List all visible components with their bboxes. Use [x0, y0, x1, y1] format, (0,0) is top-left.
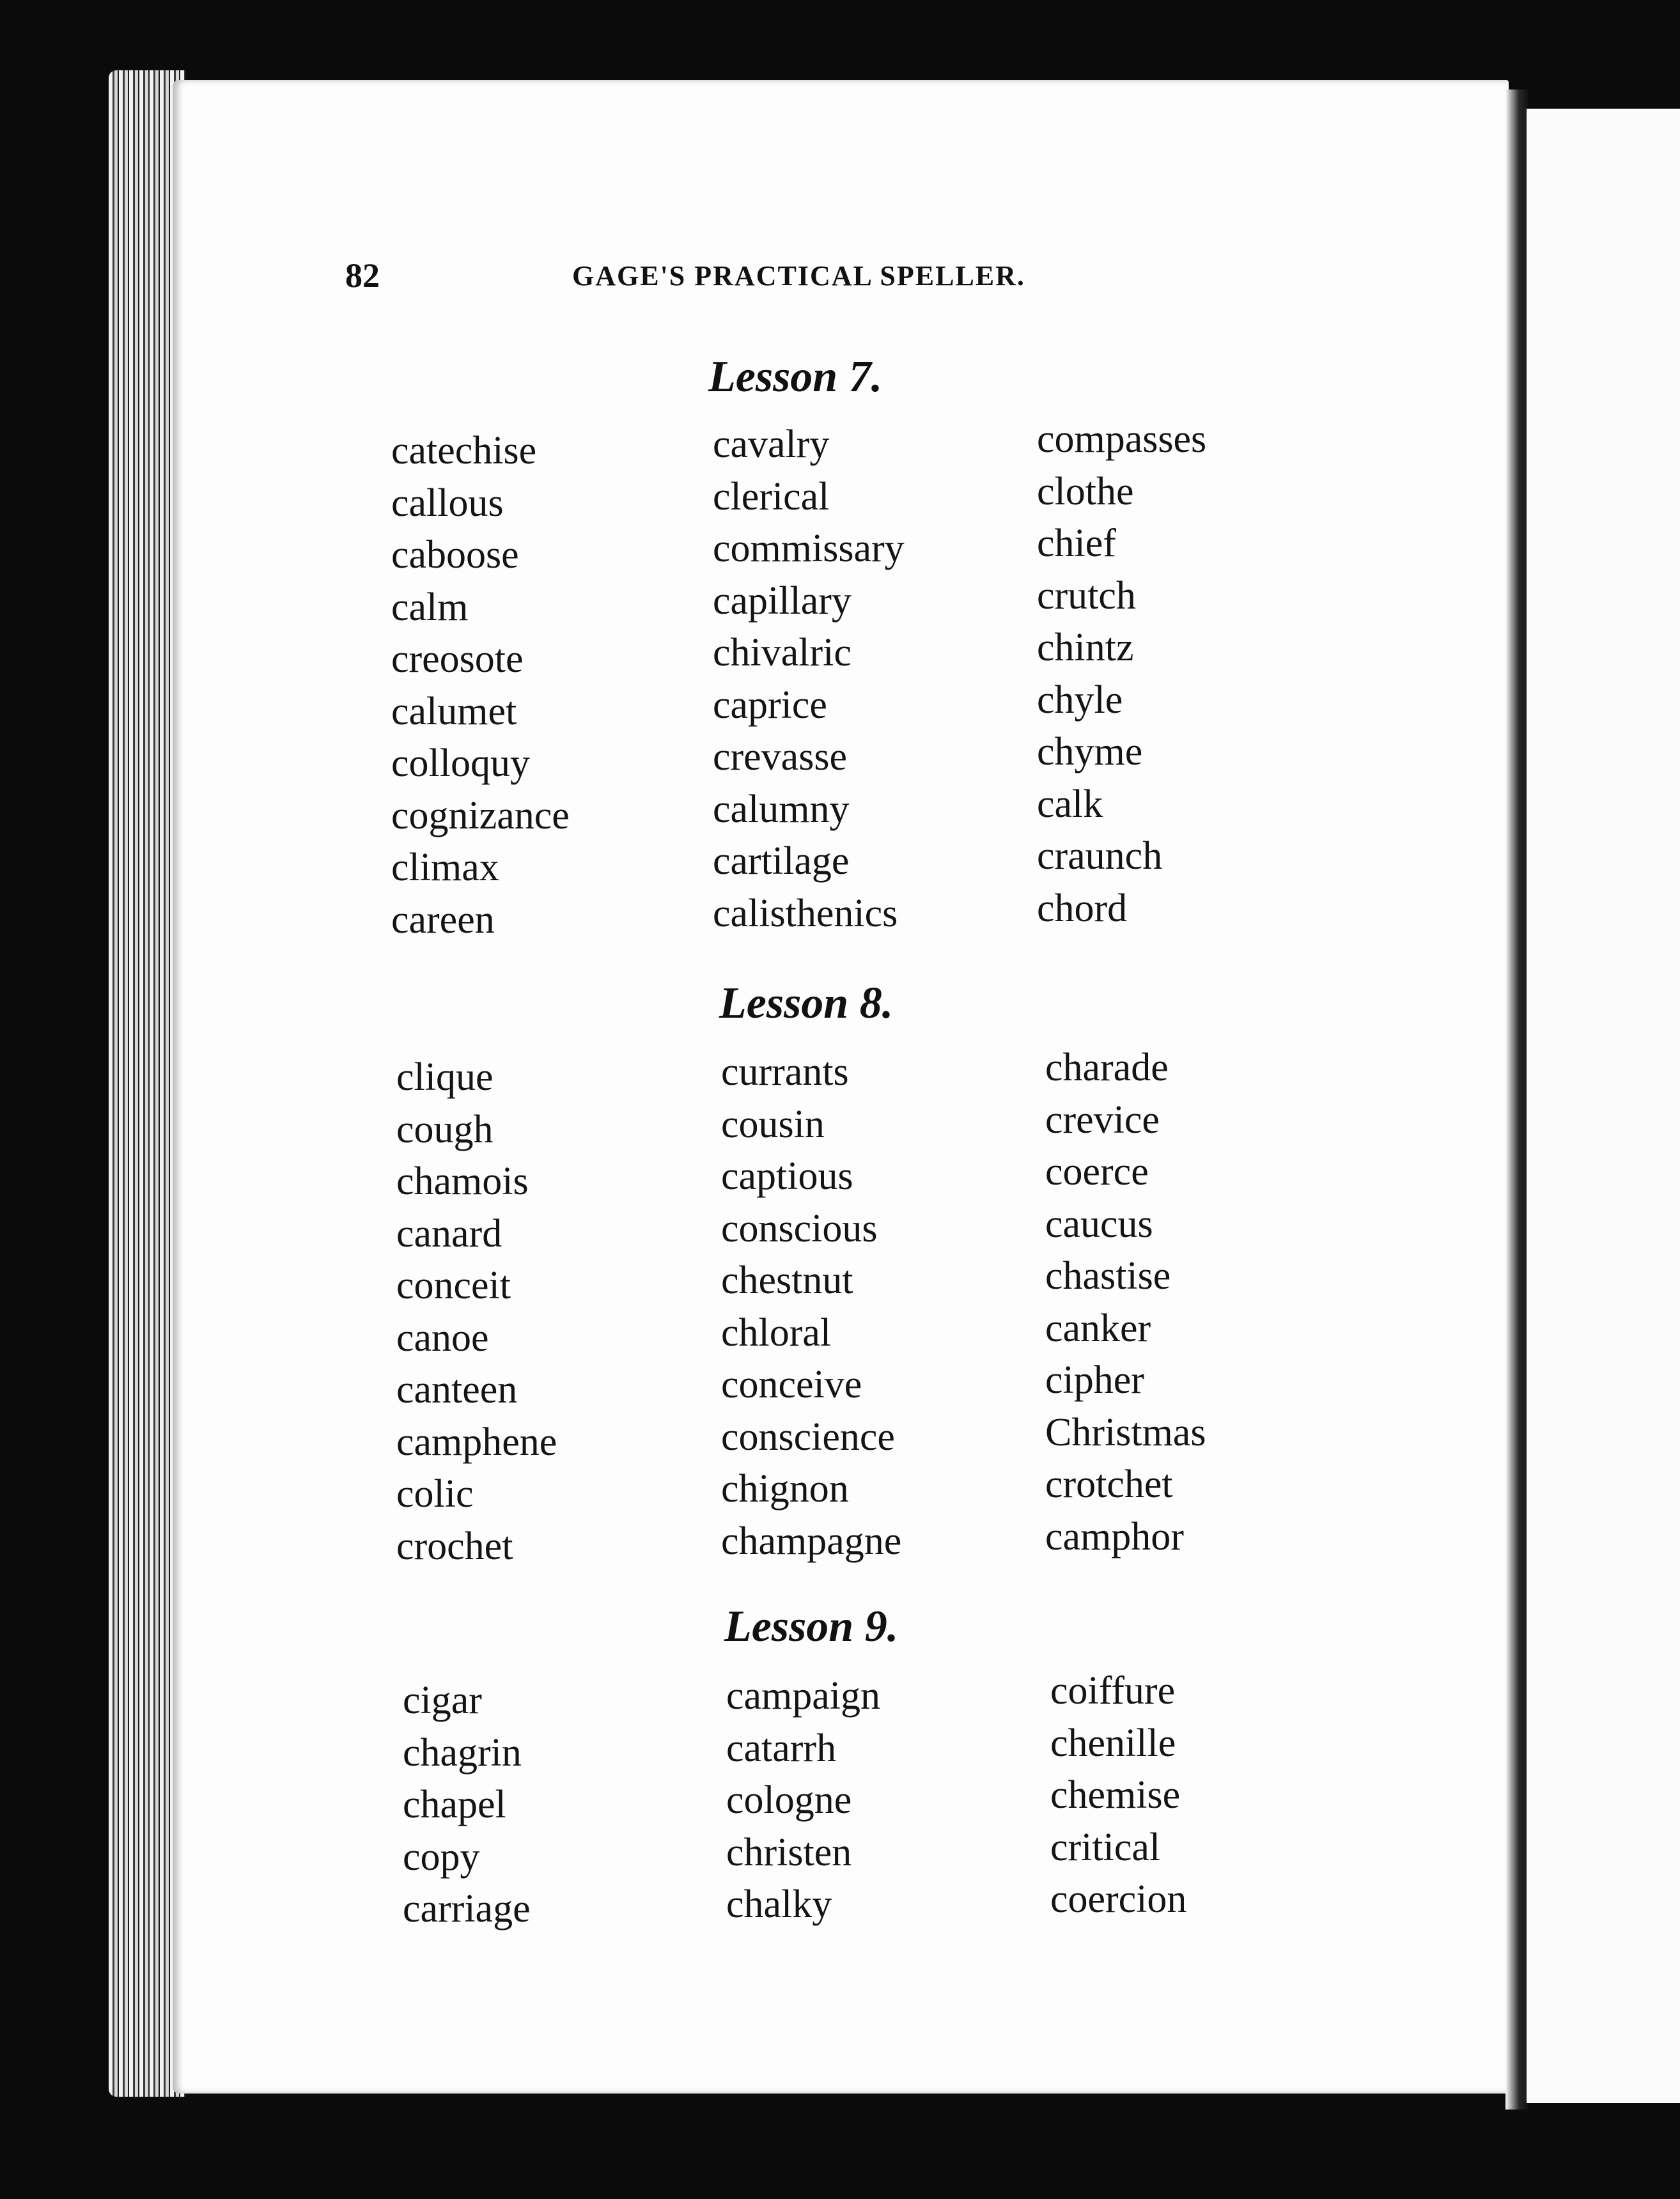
word: clothe — [1037, 469, 1134, 513]
word: champagne — [721, 1519, 902, 1563]
word: camphene — [396, 1420, 557, 1464]
word: conscious — [721, 1206, 878, 1250]
word: canoe — [396, 1316, 489, 1360]
page-number: 82 — [345, 256, 380, 295]
word-column — [721, 1046, 1028, 1567]
word: caucus — [1045, 1202, 1153, 1246]
word: chivalric — [713, 631, 852, 674]
word: cousin — [721, 1102, 825, 1146]
word: currants — [721, 1050, 849, 1094]
word: coercion — [1050, 1877, 1187, 1921]
word: callous — [391, 481, 504, 525]
word: chloral — [721, 1310, 832, 1355]
word: compasses — [1037, 417, 1207, 461]
word: chapel — [403, 1783, 506, 1826]
word: crevice — [1045, 1098, 1160, 1142]
word: Christmas — [1045, 1410, 1206, 1454]
word: crutch — [1037, 573, 1136, 618]
word: careen — [391, 897, 495, 942]
word-column — [396, 1052, 703, 1573]
word: chyle — [1037, 678, 1123, 722]
word: canard — [396, 1211, 502, 1255]
word: christen — [726, 1830, 852, 1874]
word: crochet — [396, 1524, 513, 1568]
word: canker — [1045, 1306, 1151, 1350]
word: chintz — [1037, 626, 1134, 669]
word: chamois — [396, 1160, 529, 1203]
word: chagrin — [403, 1730, 522, 1775]
word: chemise — [1050, 1773, 1181, 1817]
word: catarrh — [726, 1726, 837, 1770]
word: clerical — [713, 474, 830, 518]
word: chord — [1037, 886, 1128, 930]
running-title: GAGE'S PRACTICAL SPELLER. — [572, 260, 1025, 291]
word: caboose — [391, 533, 519, 577]
word: cartilage — [713, 839, 850, 883]
word-column — [1045, 1042, 1352, 1563]
word: critical — [1050, 1825, 1161, 1869]
word-column — [391, 425, 698, 946]
word: conscience — [721, 1415, 895, 1459]
word: cipher — [1045, 1358, 1144, 1402]
word: calisthenics — [713, 891, 898, 935]
word: chastise — [1045, 1254, 1171, 1298]
word-column — [1037, 414, 1344, 935]
word: cigar — [403, 1679, 482, 1722]
word: calm — [391, 585, 469, 629]
word: conceive — [721, 1363, 862, 1406]
word: cough — [396, 1107, 494, 1151]
word: calumny — [713, 787, 850, 831]
word-column — [403, 1675, 710, 1936]
word: commissary — [713, 527, 905, 570]
lesson-title: Lesson 7. — [708, 352, 883, 401]
word: coiffure — [1050, 1669, 1176, 1713]
word: coerce — [1045, 1150, 1149, 1193]
word: cognizance — [391, 793, 570, 837]
word: caprice — [713, 683, 827, 727]
word: carriage — [403, 1887, 531, 1931]
word: cavalry — [713, 423, 830, 466]
word: creosote — [391, 637, 524, 681]
word: chalky — [726, 1883, 832, 1926]
word: cologne — [726, 1778, 852, 1822]
word: colic — [396, 1472, 474, 1516]
word: copy — [403, 1835, 480, 1879]
word: calumet — [391, 689, 517, 733]
word: chignon — [721, 1467, 849, 1511]
page-header — [345, 256, 1432, 294]
lesson-title: Lesson 8. — [719, 979, 894, 1028]
right-page-edge — [1521, 109, 1680, 2103]
word: capillary — [713, 579, 852, 623]
word: crevasse — [713, 735, 847, 779]
word: colloquy — [391, 742, 530, 785]
word-column — [713, 419, 1020, 940]
lesson-title: Lesson 9. — [724, 1602, 899, 1651]
word: climax — [391, 846, 499, 889]
word: chenille — [1050, 1721, 1176, 1765]
word: chief — [1037, 522, 1116, 565]
word: crotchet — [1045, 1463, 1173, 1506]
word: canteen — [396, 1368, 518, 1411]
word-column — [1050, 1665, 1357, 1926]
word-column — [726, 1670, 1033, 1931]
word: catechise — [391, 429, 537, 472]
word: chyme — [1037, 730, 1143, 773]
word: captious — [721, 1154, 853, 1198]
word: chestnut — [721, 1259, 853, 1302]
word: clique — [396, 1055, 494, 1099]
word: conceit — [396, 1264, 511, 1307]
word: craunch — [1037, 834, 1163, 878]
word: campaign — [726, 1674, 881, 1718]
word: camphor — [1045, 1514, 1184, 1558]
word: calk — [1037, 782, 1103, 826]
word: charade — [1045, 1046, 1169, 1089]
